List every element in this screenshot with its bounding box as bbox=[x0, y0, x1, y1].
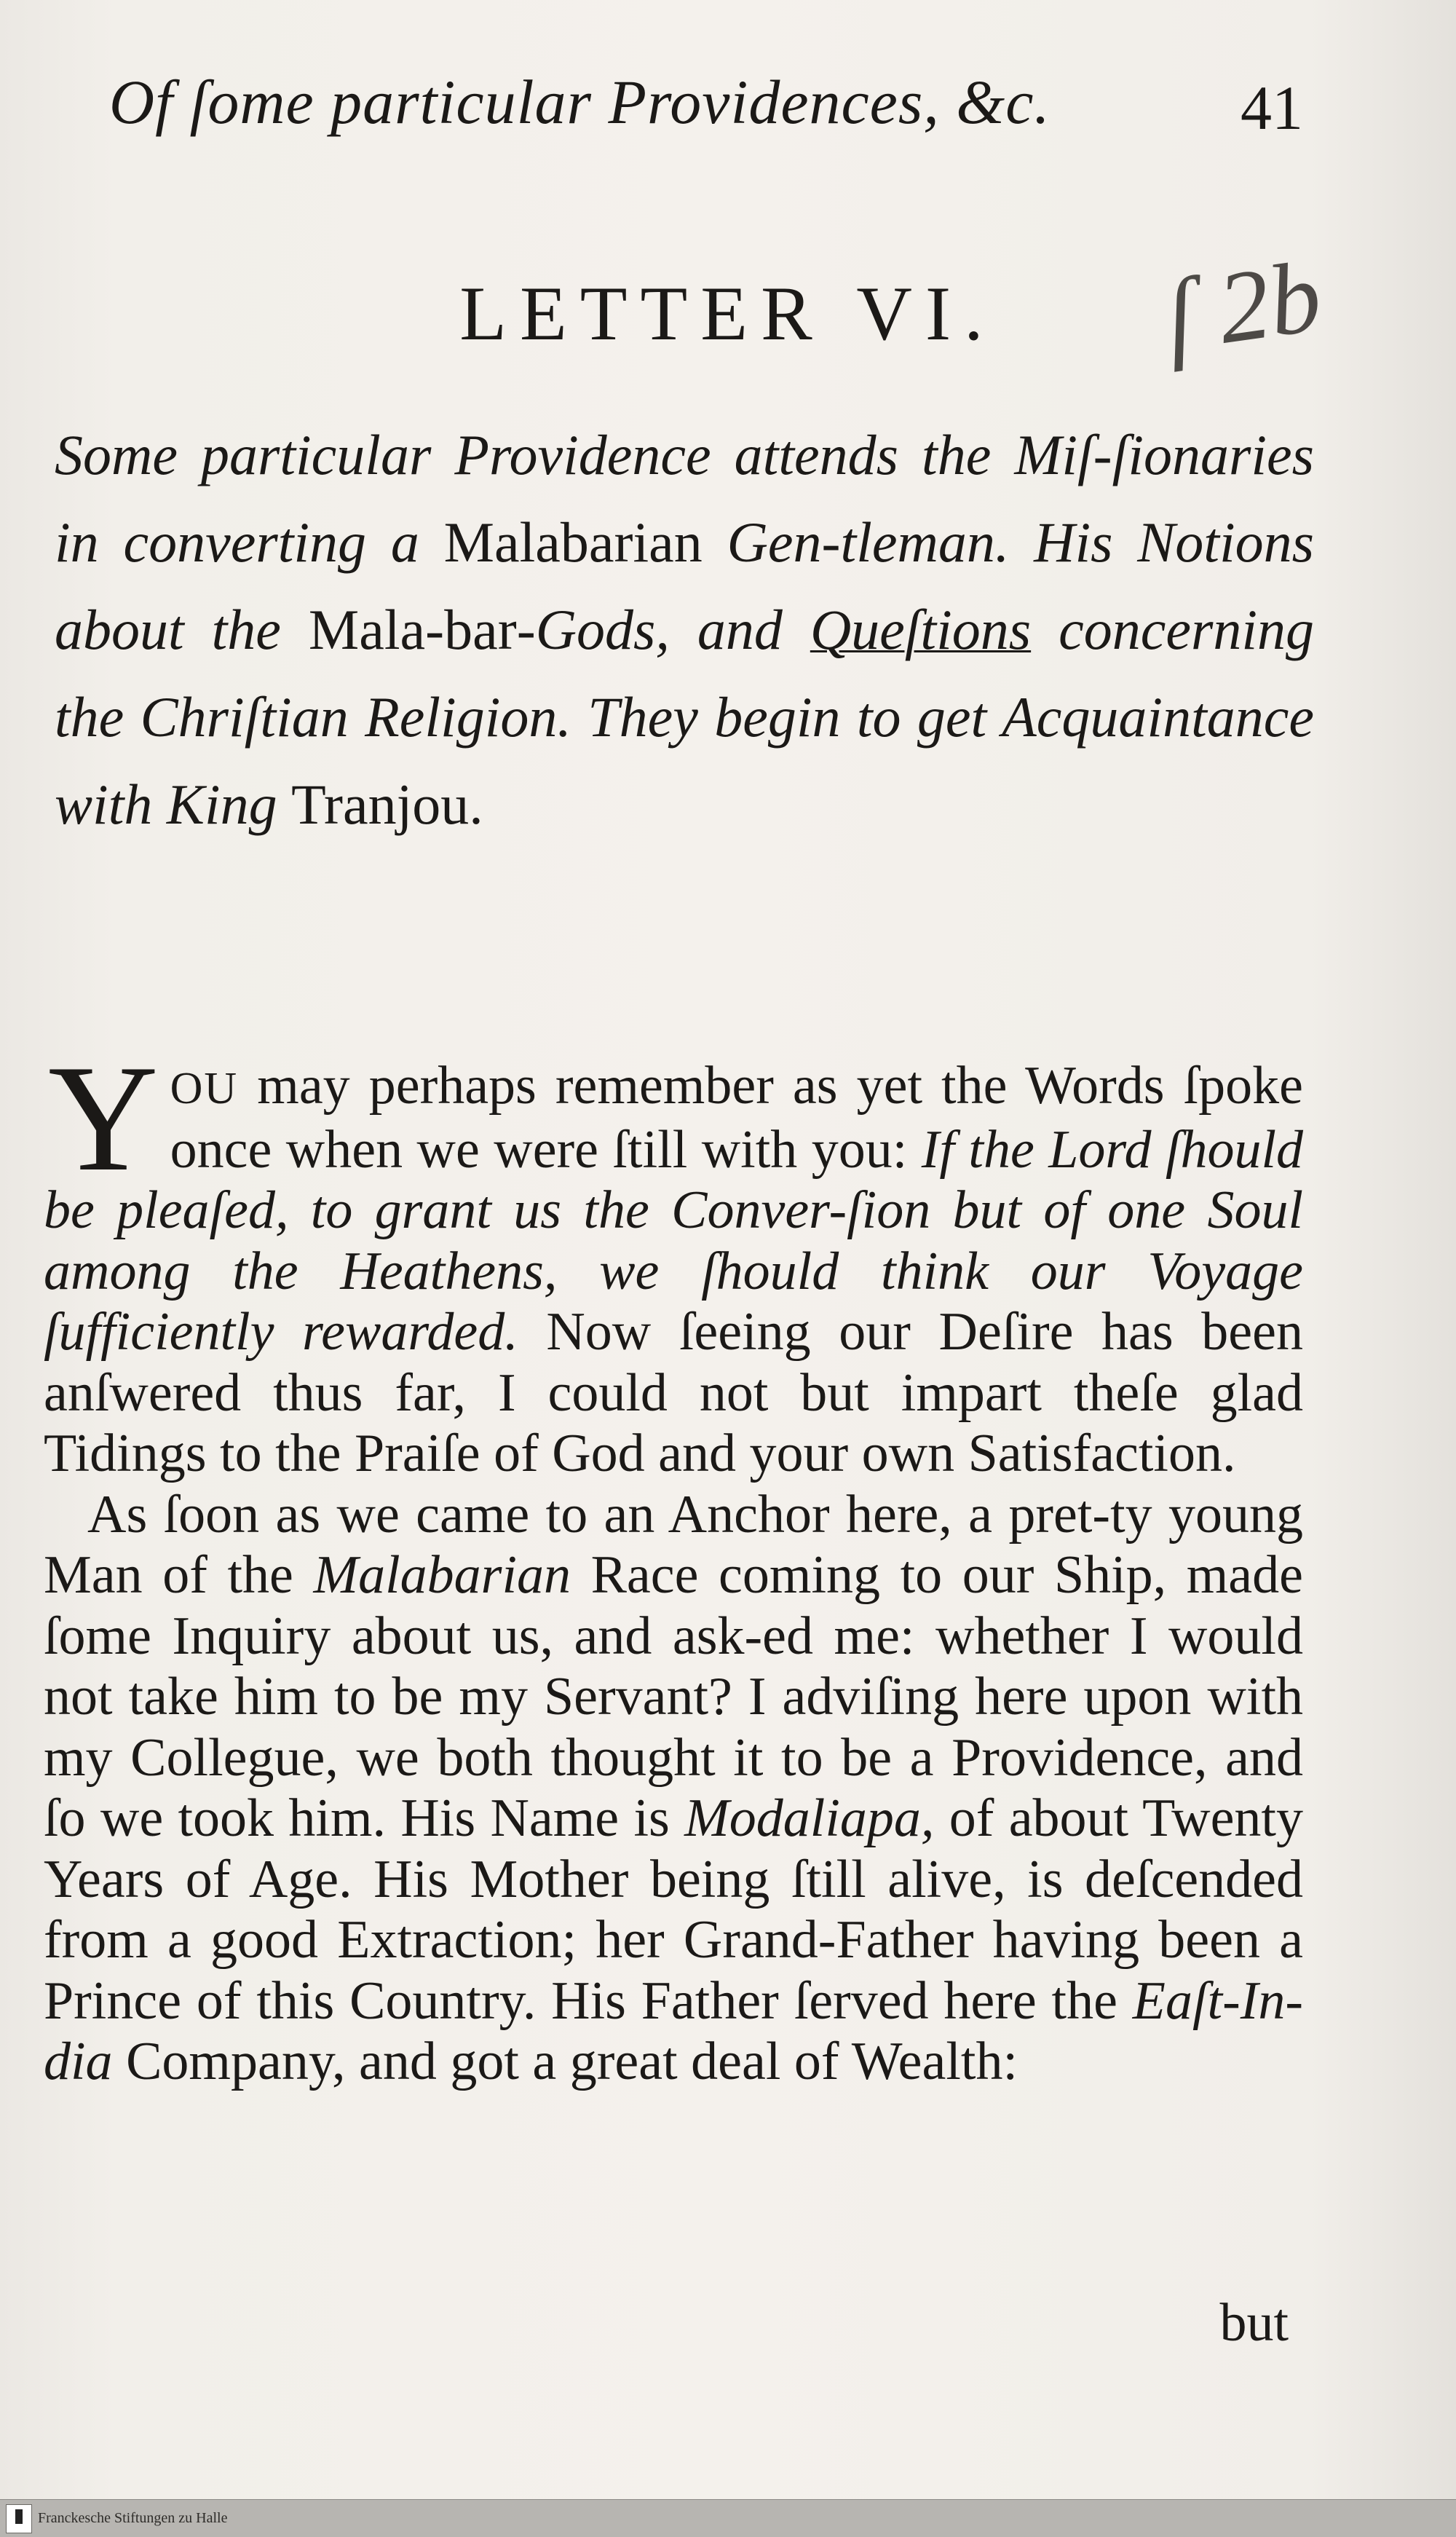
paragraph-2-text-a: As ſoon as we came to an Anchor here, a pret-ty young Man of the bbox=[44, 1484, 1303, 1605]
letter-heading: LETTER VI. bbox=[459, 271, 997, 356]
footer-credit: Franckesche Stiftungen zu Halle bbox=[38, 2510, 228, 2526]
paragraph-1-quote: If the Lord ſhould be pleaſed, to grant us the Conver-ſion but of one Soul among the Heathens, we ſhould think our Voyage ſufficiently rewarded. bbox=[44, 1119, 1304, 1362]
paragraph-2-text-c: of about Twenty Years of Age. His Mother being ſtill alive, is deſcended from a good Extraction; her Grand-Father having been a Prince of this Country. His Father ſerved here the bbox=[44, 1788, 1303, 2031]
body-text bbox=[44, 1034, 1304, 2093]
catchword: but bbox=[1219, 2293, 1289, 2353]
header bbox=[109, 66, 1303, 146]
page-number: 41 bbox=[1241, 73, 1303, 143]
summary-tranjou: Tranjou. bbox=[291, 773, 483, 836]
summary-part2: Gen-tleman. His Notions about the bbox=[55, 510, 1314, 661]
drop-cap: Y bbox=[48, 1034, 159, 1203]
paragraph-2-eastindia: Eaſt-In-dia bbox=[44, 1970, 1303, 2091]
paragraph-2-text-d: Company, and got a great deal of Wealth: bbox=[112, 2032, 1018, 2091]
paragraph-1-smallcaps: OU bbox=[170, 1064, 239, 1113]
summary-malabar: Mala-bar bbox=[308, 598, 517, 661]
summary-questions: Queſtions bbox=[810, 598, 1032, 661]
paragraph-2-malabarian: Malabarian bbox=[313, 1545, 571, 1605]
chapter-summary bbox=[55, 411, 1314, 848]
paragraph-1 bbox=[44, 1034, 1304, 1485]
summary-part4: concerning the Chriſtian Religion. They begin to get Acquaintance with King bbox=[55, 598, 1314, 836]
handwritten-annotation: ſ 2b bbox=[1158, 239, 1328, 374]
paragraph-2 bbox=[44, 1485, 1303, 2093]
summary-part1: Some particular Providence attends the Miſ-ſionaries in converting a bbox=[55, 423, 1314, 574]
paragraph-2-modaliapa: Modaliapa, bbox=[684, 1788, 935, 1848]
running-head: Of ſome particular Providences, &c. bbox=[109, 67, 1051, 137]
library-logo-icon bbox=[6, 2504, 32, 2533]
paragraph-2-text-b: Race coming to our Ship, made ſome Inquiry about us, and ask-ed me: whether I would not take him to be my Servant? I adviſing here upon with my Collegue, we both thought it to be a Providence, and ſo we took him. His Name is bbox=[44, 1545, 1303, 1848]
paragraph-1-text-a: may perhaps remember as yet the Words ſpoke once when we were ſtill with you: bbox=[170, 1056, 1303, 1180]
summary-malabarian: Malabarian bbox=[443, 510, 703, 574]
paragraph-1-text-b: Now ſeeing our Deſire has been anſwered thus far, I could not but impart theſe glad Tidings to the Praiſe of God and your own Satisfaction. bbox=[44, 1302, 1303, 1483]
summary-part3: -Gods, and bbox=[516, 598, 810, 661]
footer-bar bbox=[0, 2499, 1456, 2537]
